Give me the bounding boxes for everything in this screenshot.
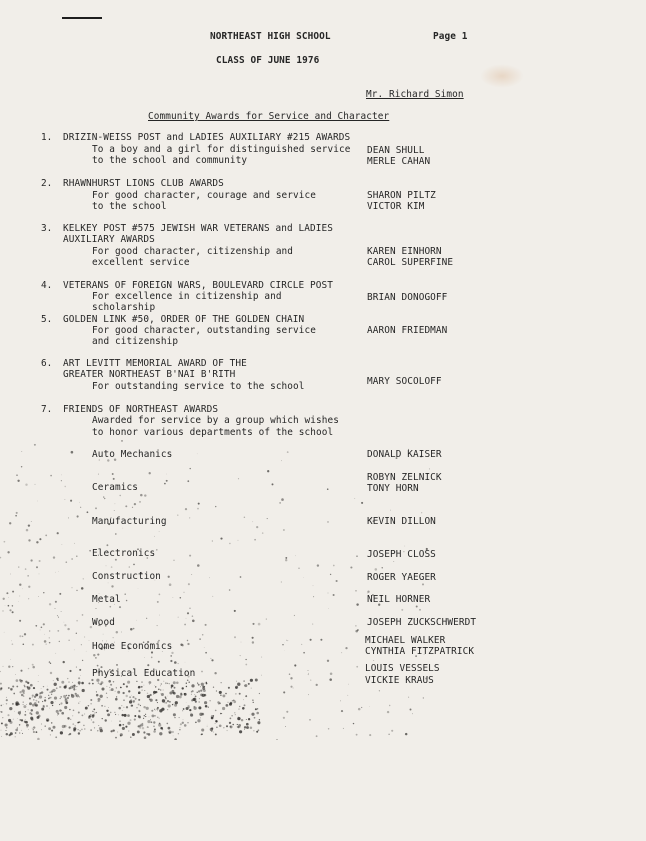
award-description: For good character, courage and service <box>92 190 317 201</box>
department-name: Physical Education <box>92 668 196 679</box>
department-name: Ceramics <box>92 482 138 493</box>
recipient-name: CYNTHIA FITZPATRICK <box>365 646 475 657</box>
award-number: 1. <box>41 132 53 143</box>
recipient-name: SHARON PILTZ <box>367 190 436 201</box>
department-name: Electronics <box>92 548 156 559</box>
award-description: scholarship <box>92 302 156 313</box>
recipient-name: JOSEPH CLOSS <box>367 549 436 560</box>
recipient-name: MICHAEL WALKER <box>365 635 446 646</box>
recipient-name: MARY SOCOLOFF <box>367 376 442 387</box>
department-name: Home Economics <box>92 641 173 652</box>
award-number: 6. <box>41 358 53 369</box>
recipient-name: VICTOR KIM <box>367 201 425 212</box>
recipient-name: NEIL HORNER <box>367 594 431 605</box>
award-title: KELKEY POST #575 JEWISH WAR VETERANS and LADIES <box>63 223 333 234</box>
department-name: Auto Mechanics <box>92 449 173 460</box>
stain-mark <box>480 64 524 88</box>
recipient-name: KAREN EINHORN <box>367 246 442 257</box>
photocopy-noise <box>0 440 430 740</box>
award-number: 3. <box>41 223 53 234</box>
recipient-name: AARON FRIEDMAN <box>367 325 448 336</box>
award-description: to the school and community <box>92 155 248 166</box>
award-description: For good character, citizenship and <box>92 246 294 257</box>
recipient-name: CAROL SUPERFINE <box>367 257 454 268</box>
award-title: GREATER NORTHEAST B'NAI B'RITH <box>63 369 236 380</box>
recipient-name: ROBYN ZELNICK <box>367 472 442 483</box>
presenter-name: Mr. Richard Simon <box>366 89 464 100</box>
recipient-name: LOUIS VESSELS <box>365 663 440 674</box>
award-description: to the school <box>92 201 167 212</box>
award-description: to honor various departments of the school <box>92 427 334 438</box>
award-title: ART LEVITT MEMORIAL AWARD OF THE <box>63 358 247 369</box>
department-name: Construction <box>92 571 161 582</box>
award-title: RHAWNHURST LIONS CLUB AWARDS <box>63 178 224 189</box>
recipient-name: DONALD KAISER <box>367 449 442 460</box>
school-name: NORTHEAST HIGH SCHOOL <box>210 31 331 42</box>
award-description: To a boy and a girl for distinguished service <box>92 144 351 155</box>
class-of: CLASS OF JUNE 1976 <box>216 55 320 66</box>
award-title: VETERANS OF FOREIGN WARS, BOULEVARD CIRCLE POST <box>63 280 333 291</box>
award-description: For outstanding service to the school <box>92 381 305 392</box>
recipient-name: DEAN SHULL <box>367 145 425 156</box>
recipient-name: BRIAN DONOGOFF <box>367 292 448 303</box>
award-description: Awarded for service by a group which wishes <box>92 415 340 426</box>
pen-mark <box>62 17 102 19</box>
award-description: excellent service <box>92 257 190 268</box>
award-description: For good character, outstanding service <box>92 325 317 336</box>
recipient-name: JOSEPH ZUCKSCHWERDT <box>367 617 477 628</box>
award-title: DRIZIN-WEISS POST and LADIES AUXILIARY #215 AWARDS <box>63 132 351 143</box>
recipient-name: MERLE CAHAN <box>367 156 431 167</box>
department-name: Wood <box>92 617 115 628</box>
department-name: Metal <box>92 594 121 605</box>
award-number: 4. <box>41 280 53 291</box>
recipient-name: VICKIE KRAUS <box>365 675 434 686</box>
recipient-name: ROGER YAEGER <box>367 572 436 583</box>
award-title: AUXILIARY AWARDS <box>63 234 155 245</box>
section-title: Community Awards for Service and Character <box>148 111 390 122</box>
award-number: 7. <box>41 404 53 415</box>
recipient-name: TONY HORN <box>367 483 419 494</box>
recipient-name: KEVIN DILLON <box>367 516 436 527</box>
page-number: Page 1 <box>433 31 468 42</box>
award-title: GOLDEN LINK #50, ORDER OF THE GOLDEN CHAIN <box>63 314 305 325</box>
award-description: For excellence in citizenship and <box>92 291 282 302</box>
award-description: and citizenship <box>92 336 179 347</box>
award-number: 2. <box>41 178 53 189</box>
award-number: 5. <box>41 314 53 325</box>
award-title: FRIENDS OF NORTHEAST AWARDS <box>63 404 219 415</box>
department-name: Manufacturing <box>92 516 167 527</box>
